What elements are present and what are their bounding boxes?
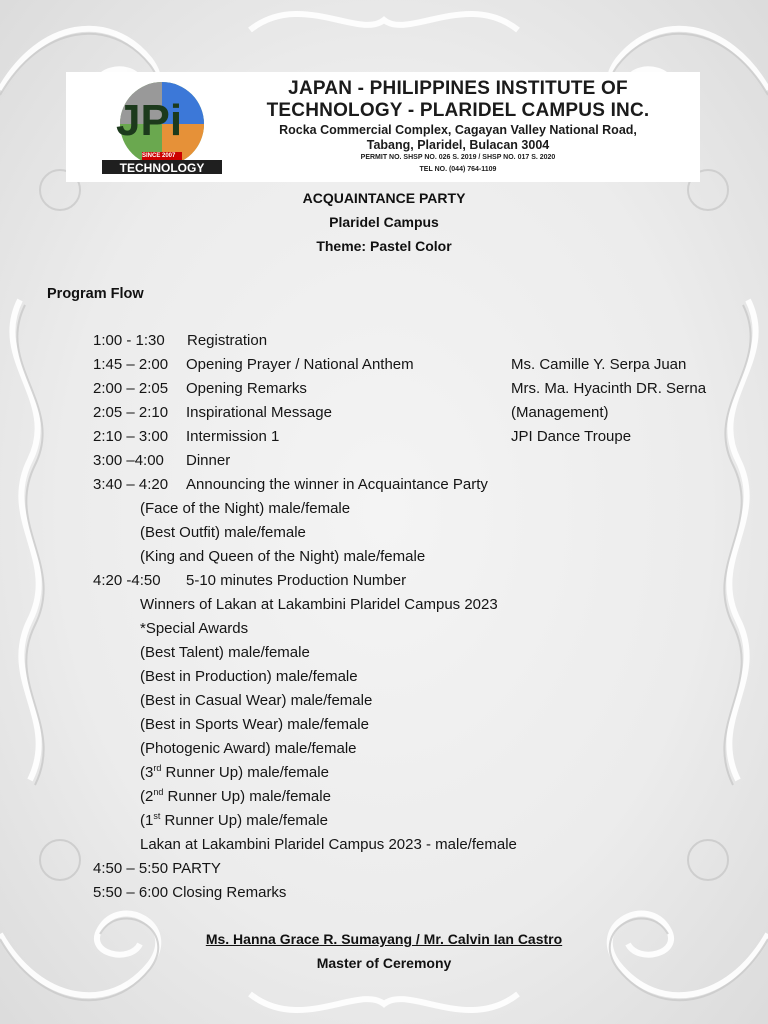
runner-up-number: (1 [140,812,154,829]
letterhead [66,72,700,182]
event-title: ACQUAINTANCE PARTY [302,190,466,206]
special-awards-heading: *Special Awards [140,620,249,637]
schedule-activity: Inspirational Message [186,404,332,421]
logo-caption: TECHNOLOGY [119,161,205,175]
schedule-activity: Registration [187,332,268,349]
schedule-activity: Announcing the winner in Acquaintance Party [186,476,488,493]
party-schedule: 4:50 – 5:50 PARTY [93,860,221,877]
schedule-time: 1:00 - 1:30 [93,332,165,349]
emcee-role: Master of Ceremony [316,955,452,971]
runner-up-text: Runner Up) male/female [160,812,328,829]
institute-name-line2: TECHNOLOGY - PLARIDEL CAMPUS INC. [266,100,650,121]
address-line2: Tabang, Plaridel, Bulacan 3004 [366,138,550,152]
runner-up-number: (3 [140,764,154,781]
emcee-names [0,931,768,947]
special-award: (Best in Casual Wear) male/female [140,692,373,709]
schedule-time: 1:45 – 2:00 [93,356,169,373]
runner-up-text: Runner Up) male/female [163,788,331,805]
schedule-time: 3:40 – 4:20 [93,476,169,493]
special-award: (Best in Sports Wear) male/female [140,716,369,733]
runner-up-text: Runner Up) male/female [161,764,329,781]
address-line1: Rocka Commercial Complex, Cagayan Valley National Road, [279,123,637,137]
schedule-person: JPI Dance Troupe [511,428,632,445]
schedule-person: Ms. Camille Y. Serpa Juan [511,356,687,373]
schedule-time: 2:10 – 3:00 [93,428,169,445]
schedule-activity: Dinner [186,452,231,469]
special-award: (Photogenic Award) male/female [140,740,357,757]
schedule-activity: Opening Remarks [186,380,307,397]
logo-since: SINCE 2007 [142,153,176,159]
program-flow-heading: Program Flow [47,286,144,302]
runner-up-award [140,764,329,781]
schedule-time: 4:20 -4:50 [93,572,161,589]
schedule-person: Mrs. Ma. Hyacinth DR. Serna [511,380,707,397]
schedule-time: 2:00 – 2:05 [93,380,169,397]
ordinal-suffix: rd [153,763,162,773]
special-award: (Best Talent) male/female [140,644,310,661]
schedule-activity: Intermission 1 [186,428,280,445]
ordinal-suffix: nd [153,787,164,797]
institute-name-line1: JAPAN - PHILIPPINES INSTITUTE OF [288,78,628,99]
schedule-time: 3:00 –4:00 [93,452,164,469]
winner-category: (King and Queen of the Night) male/female [140,548,426,565]
lakan-heading: Winners of Lakan at Lakambini Plaridel Campus 2023 [140,596,498,613]
special-award: (Best in Production) male/female [140,668,358,685]
event-campus: Plaridel Campus [329,214,439,230]
winner-category: (Face of the Night) male/female [140,500,351,517]
permit-number: PERMIT NO. SHSP NO. 026 S. 2019 / SHSP NO. 017 S. 2020 [360,154,556,161]
emcee-names-text: Ms. Hanna Grace R. Sumayang / Mr. Calvin Ian Castro [205,931,563,947]
ordinal-suffix: st [153,811,161,821]
telephone-number: TEL NO. (044) 764-1109 [419,166,497,173]
schedule-time: 2:05 – 2:10 [93,404,169,421]
schedule-activity: Opening Prayer / National Anthem [186,356,414,373]
grand-winner-award: Lakan at Lakambini Plaridel Campus 2023 - male/female [140,836,517,853]
closing-schedule: 5:50 – 6:00 Closing Remarks [93,884,287,901]
schedule-activity: 5-10 minutes Production Number [186,572,407,589]
winner-category: (Best Outfit) male/female [140,524,306,541]
runner-up-award [140,812,328,829]
schedule-person: (Management) [511,404,609,421]
logo-letters: JPi [116,96,183,145]
event-theme: Theme: Pastel Color [316,238,452,254]
runner-up-award [140,788,331,805]
runner-up-number: (2 [140,788,154,805]
